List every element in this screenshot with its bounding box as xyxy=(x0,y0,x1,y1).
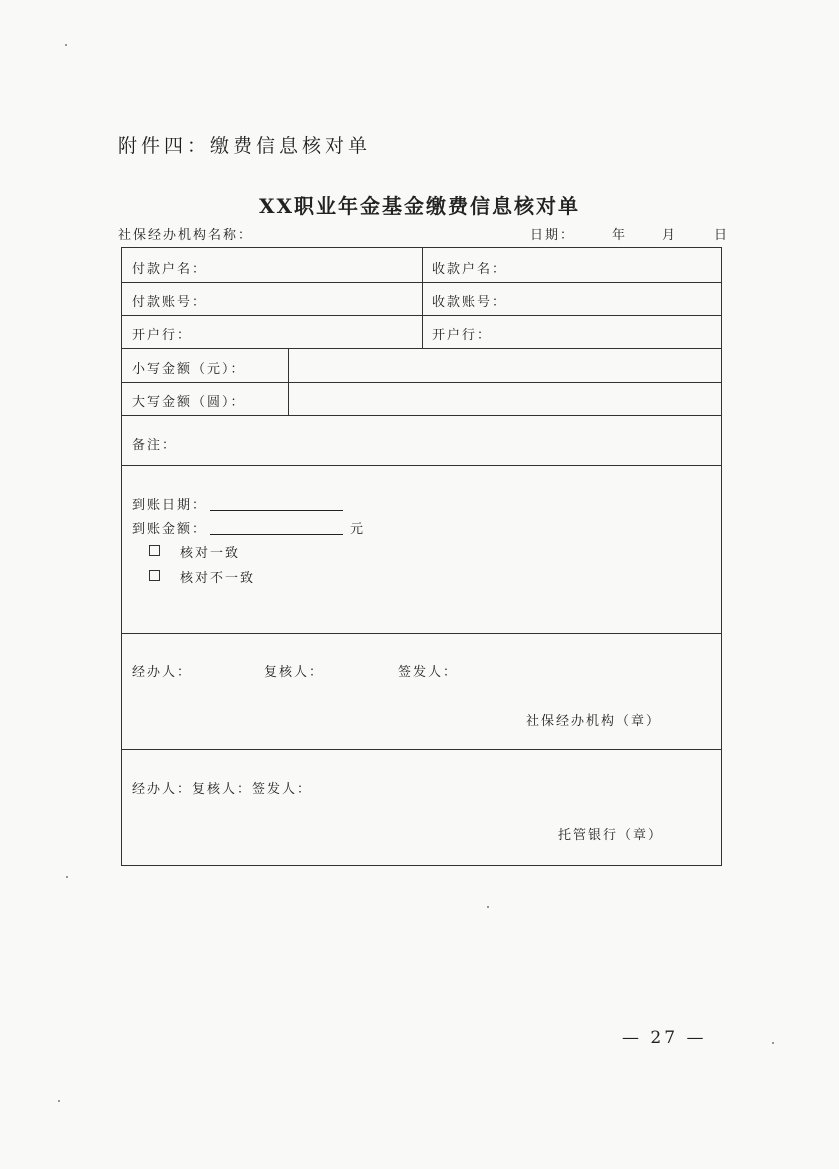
mismatch-option-label: 核对不一致 xyxy=(180,571,256,586)
table-rule xyxy=(122,749,721,750)
table-rule xyxy=(122,348,721,349)
verification-form-table xyxy=(121,247,722,866)
attachment-title: 附件四：缴费信息核对单 xyxy=(118,135,372,157)
social-org-stamp-label: 社保经办机构（章） xyxy=(526,714,662,729)
arrival-amount-label: 到账金额： xyxy=(132,522,208,537)
payer-name-label: 付款户名： xyxy=(132,262,208,277)
match-option-label: 核对一致 xyxy=(180,546,241,561)
table-rule xyxy=(122,382,721,383)
bank-signers-label: 经办人：复核人：签发人： xyxy=(132,782,313,797)
remarks-label: 备注： xyxy=(132,438,178,453)
arrival-date-label: 到账日期： xyxy=(132,498,208,513)
social-issuer-label: 签发人： xyxy=(398,665,459,680)
payer-account-label: 付款账号： xyxy=(132,295,208,310)
social-reviewer-label: 复核人： xyxy=(264,665,325,680)
payee-account-label: 收款账号： xyxy=(432,295,508,310)
table-rule xyxy=(122,465,721,466)
page-number: — 27 — xyxy=(622,1028,707,1048)
social-handler-label: 经办人： xyxy=(132,665,193,680)
scan-speck xyxy=(487,906,489,908)
arrival-amount-field[interactable] xyxy=(210,534,343,535)
year-label: 年 xyxy=(612,228,628,243)
scan-speck xyxy=(772,1042,774,1044)
bank-stamp-label: 托管银行（章） xyxy=(558,828,664,843)
date-label: 日期： xyxy=(530,228,576,243)
arrival-date-field[interactable] xyxy=(210,510,343,511)
month-label: 月 xyxy=(662,228,678,243)
payer-bank-label: 开户行： xyxy=(132,328,193,343)
table-rule xyxy=(422,248,423,348)
day-label: 日 xyxy=(714,228,730,243)
form-title: XX职业年金基金缴费信息核对单 xyxy=(258,194,581,218)
scan-speck xyxy=(65,44,67,46)
table-rule xyxy=(288,348,289,415)
org-name-label: 社保经办机构名称： xyxy=(118,228,254,243)
payee-bank-label: 开户行： xyxy=(432,328,493,343)
scan-speck xyxy=(66,876,68,878)
mismatch-checkbox[interactable] xyxy=(149,570,160,581)
table-rule xyxy=(122,415,721,416)
amount-lower-label: 小写金额（元）： xyxy=(132,362,246,377)
match-checkbox[interactable] xyxy=(149,545,160,556)
currency-unit-label: 元 xyxy=(350,522,366,537)
scan-speck xyxy=(58,1100,60,1102)
amount-upper-label: 大写金额（圆）： xyxy=(132,395,246,410)
payee-name-label: 收款户名： xyxy=(432,262,508,277)
table-rule xyxy=(122,633,721,634)
